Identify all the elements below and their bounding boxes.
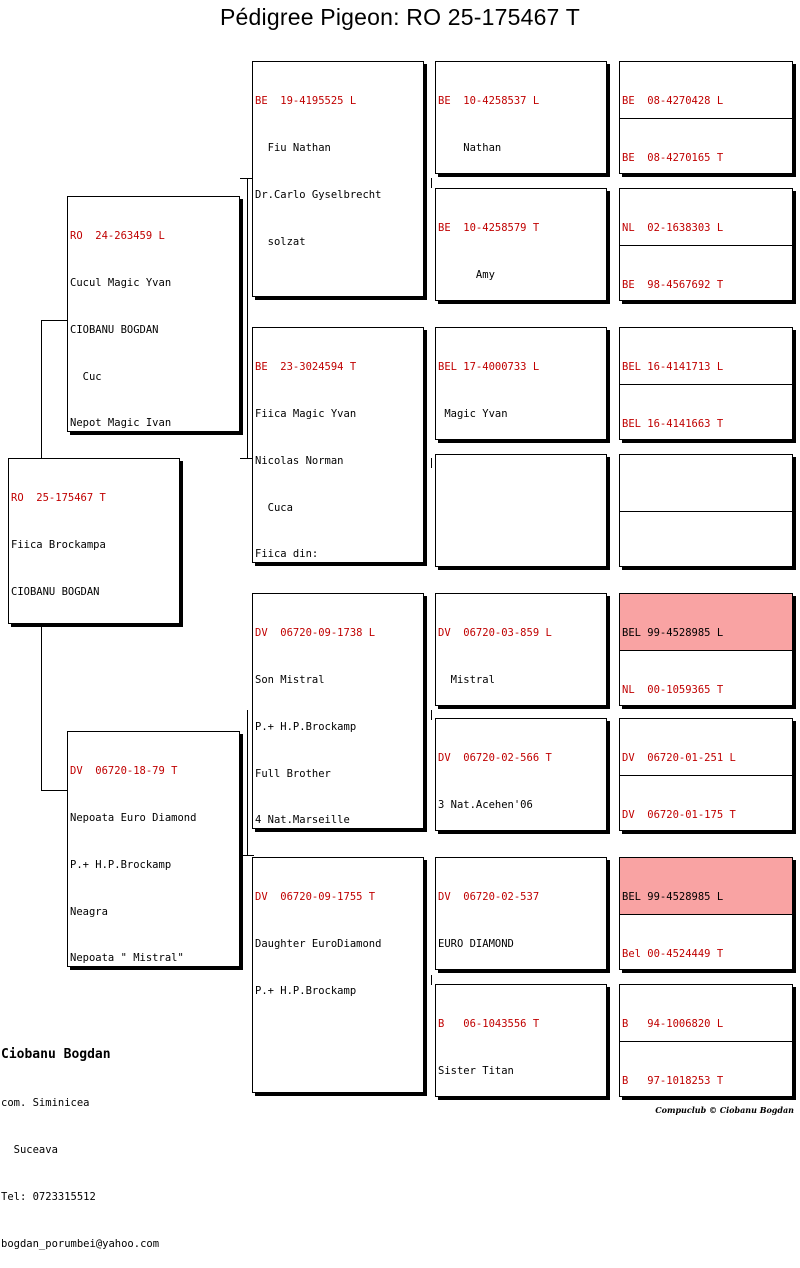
- gen4-card-empty[interactable]: [620, 455, 792, 511]
- grandparent-line: Fiu Nathan: [255, 141, 331, 154]
- mother-line: P.+ H.P.Brockamp: [70, 858, 172, 871]
- gen4-ring: Bel 00-4524449 T: [622, 948, 724, 961]
- grandparent-line: Fiica Magic Yvan: [255, 407, 357, 420]
- great-grandparent-ring: BE 10-4258537 L: [438, 95, 540, 108]
- great-grandparent-ring: B 06-1043556 T: [438, 1018, 540, 1031]
- gen4-ring: BEL 99-4528985 L: [622, 627, 724, 640]
- owner-name: Ciobanu Bogdan: [1, 1047, 111, 1063]
- connector-line: [41, 700, 42, 790]
- gen4-ring: [622, 544, 792, 560]
- gen4-card[interactable]: [620, 384, 792, 440]
- connector-line: [247, 178, 248, 458]
- grandparent-line: Daughter EuroDiamond: [255, 937, 382, 950]
- great-grandparent-ring: DV 06720-02-537: [438, 891, 540, 904]
- great-grandparent-card[interactable]: [435, 718, 607, 831]
- gen4-card[interactable]: [620, 189, 792, 245]
- subject-line: CIOBANU BOGDAN: [11, 585, 100, 598]
- great-grandparent-ring: DV 06720-03-859 L: [438, 627, 552, 640]
- owner-phone: Tel: 0723315512: [1, 1190, 96, 1203]
- owner-address: Suceava: [1, 1144, 58, 1157]
- mother-line: Neagra: [70, 905, 108, 918]
- gen4-card[interactable]: [620, 775, 792, 831]
- grandparent-ring: BE 19-4195525 L: [255, 95, 357, 108]
- grandparent-line: Son Mistral: [255, 673, 325, 686]
- father-ring: RO 24-263459 L: [70, 230, 165, 243]
- owner-address: com. Siminicea: [1, 1097, 90, 1110]
- gen4-pair-card-empty: [619, 454, 793, 567]
- gen4-pair-card: [619, 593, 793, 706]
- grandparent-ring: DV 06720-09-1738 L: [255, 627, 376, 640]
- gen4-ring: BEL 16-4141663 T: [622, 418, 724, 431]
- grandparent-ring: DV 06720-09-1755 T: [255, 891, 376, 904]
- mother-line: Nepoata Euro Diamond: [70, 811, 197, 824]
- owner-email[interactable]: bogdan_porumbei@yahoo.com: [1, 1237, 160, 1250]
- great-grandparent-card-empty[interactable]: [435, 454, 607, 567]
- connector-line: [41, 320, 69, 321]
- grandparent-line: Nicolas Norman: [255, 454, 344, 467]
- grandparent-line: P.+ H.P.Brockamp: [255, 720, 357, 733]
- great-grandparent-ring: DV 06720-02-566 T: [438, 752, 552, 765]
- gen4-card[interactable]: [620, 985, 792, 1041]
- mother-ring: DV 06720-18-79 T: [70, 765, 178, 778]
- great-grandparent-ring: BE 10-4258579 T: [438, 222, 540, 235]
- owner-info: [1, 1016, 159, 1268]
- connector-line: [41, 320, 42, 460]
- father-line: Cuc: [70, 370, 102, 383]
- connector-line: [41, 620, 42, 700]
- connector-line: [247, 710, 248, 855]
- gen4-ring: BE 08-4270165 T: [622, 152, 724, 165]
- great-grandparent-line: Nathan: [438, 141, 502, 154]
- gen4-ring: BEL 16-4141713 L: [622, 361, 724, 374]
- grandparent-line: P.+ H.P.Brockamp: [255, 984, 357, 997]
- gen4-card[interactable]: [620, 1041, 792, 1097]
- gen4-pair-card: [619, 718, 793, 831]
- gen4-ring: B 94-1006820 L: [622, 1018, 724, 1031]
- grandparent-line: Dr.Carlo Gyselbrecht: [255, 188, 382, 201]
- gen4-ring: DV 06720-01-175 T: [622, 809, 736, 822]
- gen4-card[interactable]: [620, 719, 792, 775]
- gen4-pair-card: [619, 61, 793, 174]
- gen4-card[interactable]: [620, 328, 792, 384]
- connector-line: [431, 975, 432, 985]
- footer-credit: Compuclub © Ciobanu Bogdan: [655, 1105, 794, 1115]
- gen4-card-highlighted[interactable]: [620, 858, 792, 914]
- gen4-pair-card: [619, 327, 793, 440]
- great-grandparent-ring: BEL 17-4000733 L: [438, 361, 540, 374]
- grandparent-line: solzat: [255, 235, 306, 248]
- gen4-card[interactable]: [620, 245, 792, 301]
- great-grandparent-line: EURO DIAMOND: [438, 937, 514, 950]
- grandparent-card[interactable]: [252, 61, 424, 297]
- father-line: CIOBANU BOGDAN: [70, 323, 159, 336]
- grandparent-card[interactable]: [252, 593, 424, 829]
- connector-line: [431, 178, 432, 188]
- connector-line: [431, 458, 432, 468]
- gen4-card[interactable]: [620, 118, 792, 174]
- connector-line: [240, 855, 254, 856]
- grandparent-line: Fiica din:: [255, 548, 319, 561]
- great-grandparent-ring: [438, 487, 606, 503]
- great-grandparent-card[interactable]: [435, 857, 607, 970]
- gen4-ring: B 97-1018253 T: [622, 1075, 724, 1088]
- great-grandparent-card[interactable]: [435, 984, 607, 1097]
- gen4-card-highlighted[interactable]: [620, 594, 792, 650]
- gen4-pair-card: [619, 857, 793, 970]
- mother-line: Nepoata " Mistral": [70, 952, 184, 965]
- grandparent-ring: BE 23-3024594 T: [255, 361, 357, 374]
- father-card[interactable]: [67, 196, 240, 432]
- great-grandparent-line: 3 Nat.Acehen'06: [438, 798, 533, 811]
- connector-line: [431, 710, 432, 720]
- great-grandparent-card[interactable]: [435, 327, 607, 440]
- grandparent-card[interactable]: [252, 857, 424, 1093]
- great-grandparent-line: Sister Titan: [438, 1064, 514, 1077]
- subject-line: Fiica Brockampa: [11, 538, 106, 551]
- grandparent-line: Cuca: [255, 501, 293, 514]
- great-grandparent-card[interactable]: [435, 593, 607, 706]
- gen4-ring: [622, 487, 792, 503]
- mother-card[interactable]: [67, 731, 240, 967]
- gen4-card[interactable]: [620, 650, 792, 706]
- gen4-ring: DV 06720-01-251 L: [622, 752, 736, 765]
- grandparent-card[interactable]: [252, 327, 424, 563]
- grandparent-line: Full Brother: [255, 767, 331, 780]
- grandparent-line: 4 Nat.Marseille: [255, 814, 350, 827]
- father-line: Cucul Magic Yvan: [70, 276, 172, 289]
- page-title: Pédigree Pigeon: RO 25-175467 T: [220, 4, 580, 30]
- subject-ring: RO 25-175467 T: [11, 492, 106, 505]
- gen4-pair-card: [619, 188, 793, 301]
- connector-line: [41, 790, 69, 791]
- gen4-card-empty[interactable]: [620, 511, 792, 567]
- subject-card[interactable]: [8, 458, 180, 624]
- gen4-ring: BE 98-4567692 T: [622, 279, 724, 292]
- great-grandparent-line: Magic Yvan: [438, 407, 508, 420]
- gen4-ring: NL 02-1638303 L: [622, 222, 724, 235]
- great-grandparent-card[interactable]: [435, 61, 607, 174]
- gen4-card[interactable]: [620, 62, 792, 118]
- great-grandparent-line: Mistral: [438, 673, 495, 686]
- gen4-ring: BEL 99-4528985 L: [622, 891, 724, 904]
- gen4-ring: BE 08-4270428 L: [622, 95, 724, 108]
- great-grandparent-card[interactable]: [435, 188, 607, 301]
- great-grandparent-line: Amy: [438, 268, 495, 281]
- gen4-pair-card: [619, 984, 793, 1097]
- gen4-card[interactable]: [620, 914, 792, 970]
- gen4-ring: NL 00-1059365 T: [622, 684, 724, 697]
- father-line: Nepot Magic Ivan: [70, 417, 172, 430]
